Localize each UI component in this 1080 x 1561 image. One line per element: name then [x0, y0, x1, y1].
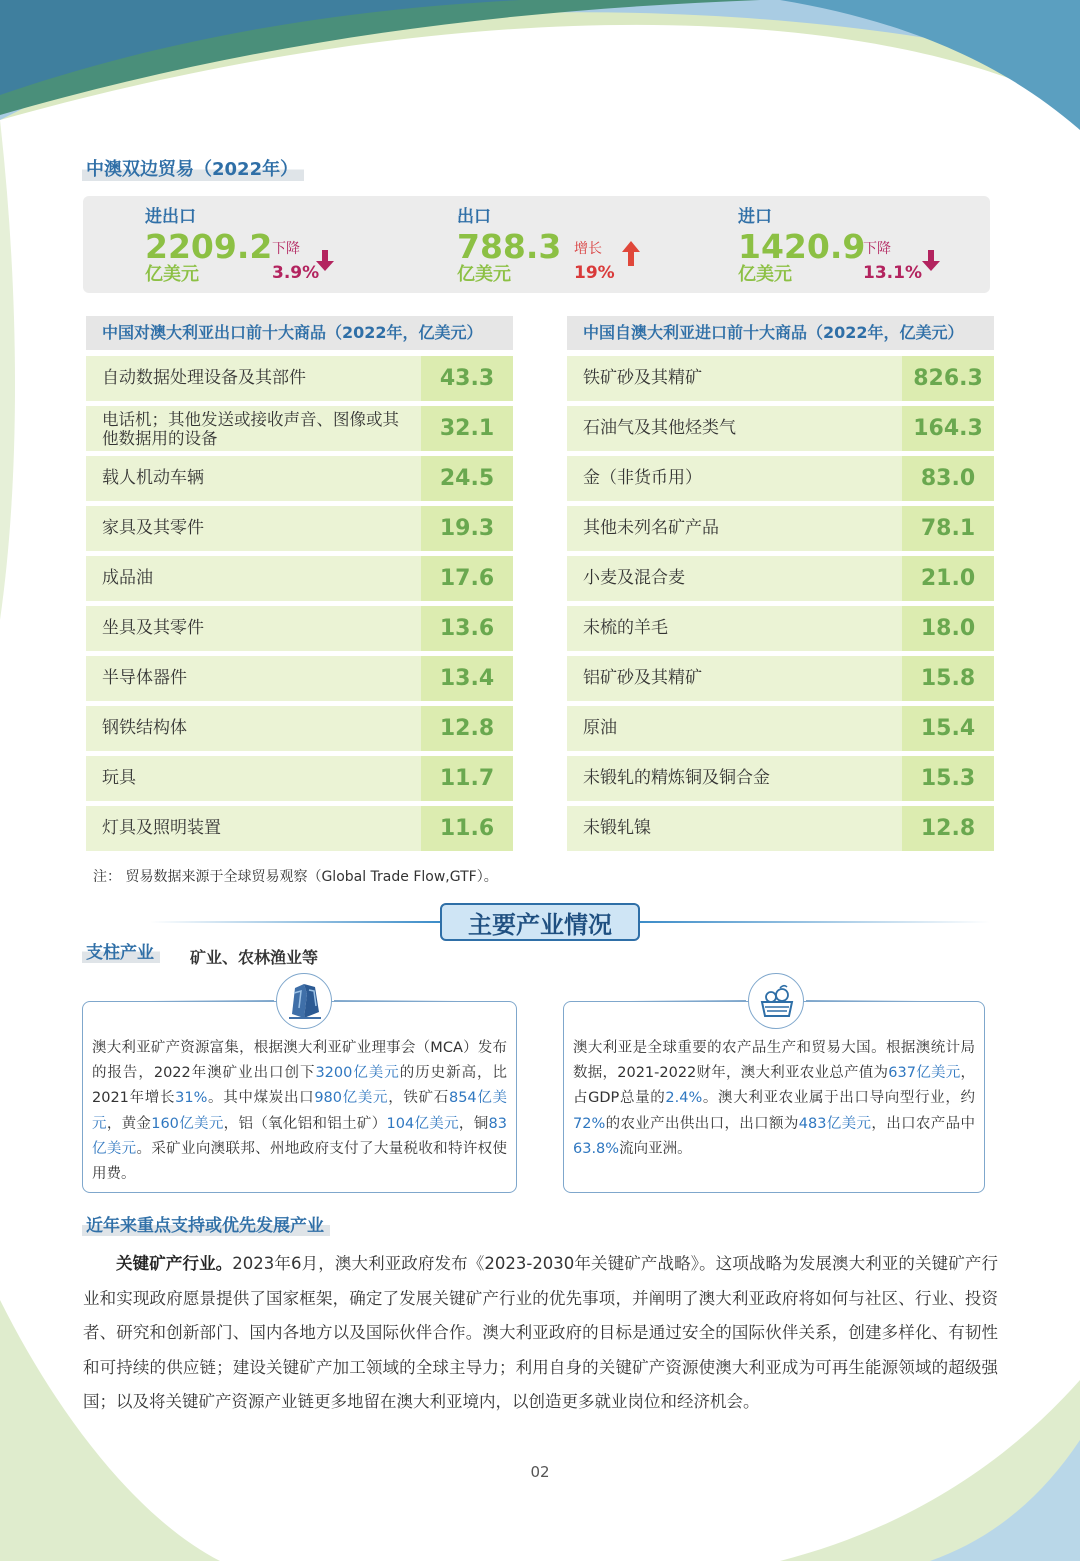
paragraph-body: 2023年6月，澳大利亚政府发布《2023-2030年关键矿产战略》。这项战略为发展澳大利亚的关键矿产行业和实现政府愿景提供了国家框架，确定了发展关键矿产行业的优先事项，并阐明了澳大利亚政府将如何与社区、行业、投资者、研究和创新部门、国内各地方以及国际伙伴合作。澳大利亚政府的目标是通过安全的国际伙伴关系，创建多样化、有韧性和可持续的供应链；建设关键矿产加工领域的全球主导力；利用自身的关键矿产资源使澳大利亚成为可再生能源领域的超级强国；以及将关键矿产资源产业链更多地留在澳大利亚境内，以创造更多就业岗位和经济机会。 — [83, 1254, 998, 1412]
table-row — [86, 406, 513, 451]
arrow-down-icon — [315, 250, 335, 272]
row-value: 12.8 — [902, 806, 994, 851]
row-name: 载人机动车辆 — [102, 468, 204, 488]
table-row — [86, 506, 513, 551]
highlight-value: 83亿美元 — [92, 1115, 507, 1157]
row-value: 164.3 — [902, 406, 994, 451]
row-name: 电话机；其他发送或接收声音、图像或其他数据用的设备 — [102, 409, 399, 448]
summary-label: 出口 — [457, 207, 491, 227]
row-name: 其他未列名矿产品 — [583, 518, 719, 538]
row-name: 金（非货币用） — [583, 468, 702, 488]
row-value: 24.5 — [421, 456, 513, 501]
card-text-segment: ，铝（氧化铝和铝土矿） — [223, 1115, 387, 1132]
card-text-segment: 澳大利亚矿产资源富集，根据澳大利亚矿业理事会（MCA）发布的报告，2022年澳矿业出口创下 — [92, 1040, 507, 1082]
row-value: 32.1 — [421, 406, 513, 451]
table-row — [567, 756, 994, 801]
row-name: 铁矿砂及其精矿 — [583, 368, 702, 388]
summary-value: 788.3 — [457, 227, 562, 266]
card-text-segment: ，黄金 — [106, 1115, 152, 1132]
row-value: 11.6 — [421, 806, 513, 851]
change-percent: 13.1% — [863, 263, 922, 283]
highlight-value: 31% — [175, 1090, 208, 1107]
table-row — [86, 756, 513, 801]
arrow-down-icon — [921, 250, 941, 272]
card-divider — [150, 1000, 274, 1002]
import-table — [567, 316, 994, 856]
card-text-segment: 的历史新高，比2021年增长 — [92, 1065, 508, 1107]
summary-unit: 亿美元 — [457, 264, 511, 285]
card-divider — [334, 1000, 458, 1002]
summary-unit: 亿美元 — [738, 264, 792, 285]
row-name: 石油气及其他烃类气 — [583, 418, 736, 438]
change-percent: 3.9% — [272, 263, 320, 283]
card-text-segment: 流向亚洲。 — [619, 1140, 692, 1157]
table-row — [567, 806, 994, 851]
change-label: 下降 — [272, 241, 300, 257]
page-number: 02 — [530, 1463, 550, 1481]
row-name: 家具及其零件 — [102, 518, 204, 538]
highlight-value: 63.8% — [573, 1140, 620, 1157]
table-row — [567, 356, 994, 401]
table-row — [567, 706, 994, 751]
row-name: 坐具及其零件 — [102, 618, 204, 638]
table-row — [86, 456, 513, 501]
row-value: 18.0 — [902, 606, 994, 651]
card-text-segment: ，铁矿石 — [388, 1090, 449, 1107]
summary-value: 1420.9 — [738, 227, 866, 266]
table-row — [567, 556, 994, 601]
highlight-value: 104亿美元 — [386, 1115, 459, 1132]
card-text-segment: 。其中煤炭出口 — [207, 1090, 315, 1107]
summary-change — [574, 238, 615, 283]
summary-export — [457, 202, 561, 285]
card-text-segment: 。澳大利亚农业属于出口导向型行业，约 — [702, 1090, 975, 1107]
row-value: 12.8 — [421, 706, 513, 751]
row-value: 13.6 — [421, 606, 513, 651]
table-row — [86, 706, 513, 751]
row-name: 自动数据处理设备及其部件 — [102, 368, 306, 388]
highlight-value: 637亿美元 — [888, 1065, 961, 1082]
table-row — [567, 406, 994, 451]
row-name: 小麦及混合麦 — [583, 568, 685, 588]
highlight-value: 980亿美元 — [314, 1090, 389, 1107]
highlight-value: 854亿美元 — [92, 1090, 508, 1132]
row-value: 43.3 — [421, 356, 513, 401]
table-row — [86, 656, 513, 701]
row-name: 未锻轧镍 — [583, 818, 651, 838]
table-row — [567, 506, 994, 551]
row-value: 13.4 — [421, 656, 513, 701]
pillar-industry-label: 支柱产业 — [82, 938, 160, 963]
trade-summary-box — [83, 196, 990, 293]
trade-section-title: 中澳双边贸易（2022年） — [82, 155, 304, 181]
row-value: 15.8 — [902, 656, 994, 701]
summary-total — [145, 202, 272, 285]
table-row — [567, 456, 994, 501]
summary-label: 进口 — [738, 207, 772, 227]
change-percent: 19% — [574, 263, 615, 283]
summary-change — [272, 238, 319, 283]
row-value: 11.7 — [421, 756, 513, 801]
row-value: 15.4 — [902, 706, 994, 751]
highlight-value: 2.4% — [665, 1090, 703, 1107]
summary-value: 2209.2 — [145, 227, 273, 266]
change-label: 下降 — [863, 241, 891, 257]
table-row — [567, 656, 994, 701]
arrow-up-icon — [621, 240, 641, 266]
summary-label: 进出口 — [145, 207, 196, 227]
row-name: 钢铁结构体 — [102, 718, 187, 738]
table-row — [567, 606, 994, 651]
row-name: 半导体器件 — [102, 668, 187, 688]
card-text-segment: ，出口农产品中 — [871, 1115, 976, 1132]
row-value: 826.3 — [902, 356, 994, 401]
row-name: 灯具及照明装置 — [102, 818, 221, 838]
data-source-note: 注： 贸易数据来源于全球贸易观察（Global Trade Flow,GTF）。 — [93, 869, 498, 885]
section-banner: 主要产业情况 — [440, 903, 640, 941]
row-name: 原油 — [583, 718, 617, 738]
crystal-icon — [276, 973, 332, 1029]
table-row — [86, 556, 513, 601]
priority-industry-label: 近年来重点支持或优先发展产业 — [82, 1211, 330, 1236]
card-text-segment: 的农业产出供出口，出口额为 — [605, 1115, 799, 1132]
table-row — [86, 606, 513, 651]
row-value: 15.3 — [902, 756, 994, 801]
row-name: 未梳的羊毛 — [583, 618, 668, 638]
row-name: 铝矿砂及其精矿 — [583, 668, 702, 688]
row-name: 未锻轧的精炼铜及铜合金 — [583, 768, 770, 788]
card-divider — [630, 1000, 746, 1002]
fruit-basket-icon — [748, 973, 804, 1029]
row-value: 21.0 — [902, 556, 994, 601]
paragraph-lead: 关键矿产行业。 — [116, 1254, 233, 1273]
row-value: 19.3 — [421, 506, 513, 551]
export-table-title: 中国对澳大利亚出口前十大商品（2022年，亿美元） — [86, 316, 513, 350]
pillar-industry-text: 矿业、农林渔业等 — [190, 948, 319, 967]
critical-minerals-paragraph — [83, 1247, 998, 1420]
highlight-value: 160亿美元 — [151, 1115, 224, 1132]
card-divider — [806, 1000, 922, 1002]
card-text-segment: ，占GDP总量的 — [573, 1065, 975, 1107]
card-text-segment: 。采矿业向澳联邦、州地政府支付了大量税收和特许权使用费。 — [92, 1140, 507, 1183]
banner-divider-right — [640, 921, 990, 923]
table-row — [86, 356, 513, 401]
row-value: 78.1 — [902, 506, 994, 551]
card-text-segment: ，铜 — [458, 1115, 489, 1132]
row-name: 成品油 — [102, 568, 153, 588]
row-value: 17.6 — [421, 556, 513, 601]
row-value: 83.0 — [902, 456, 994, 501]
summary-unit: 亿美元 — [145, 264, 199, 285]
agriculture-card-text — [573, 1036, 975, 1162]
card-text-segment: 澳大利亚是全球重要的农产品生产和贸易大国。根据澳统计局数据，2021-2022财年，澳大利亚农业总产值为 — [573, 1040, 975, 1082]
highlight-value: 72% — [573, 1115, 606, 1132]
summary-change — [863, 238, 922, 283]
banner-divider-left — [150, 921, 440, 923]
mining-card-text — [92, 1036, 507, 1187]
summary-import — [738, 202, 865, 285]
import-table-title: 中国自澳大利亚进口前十大商品（2022年，亿美元） — [567, 316, 994, 350]
row-name: 玩具 — [102, 768, 136, 788]
export-table — [86, 316, 513, 856]
highlight-value: 3200亿美元 — [315, 1065, 400, 1082]
table-row — [86, 806, 513, 851]
change-label: 增长 — [574, 241, 602, 257]
highlight-value: 483亿美元 — [798, 1115, 872, 1132]
